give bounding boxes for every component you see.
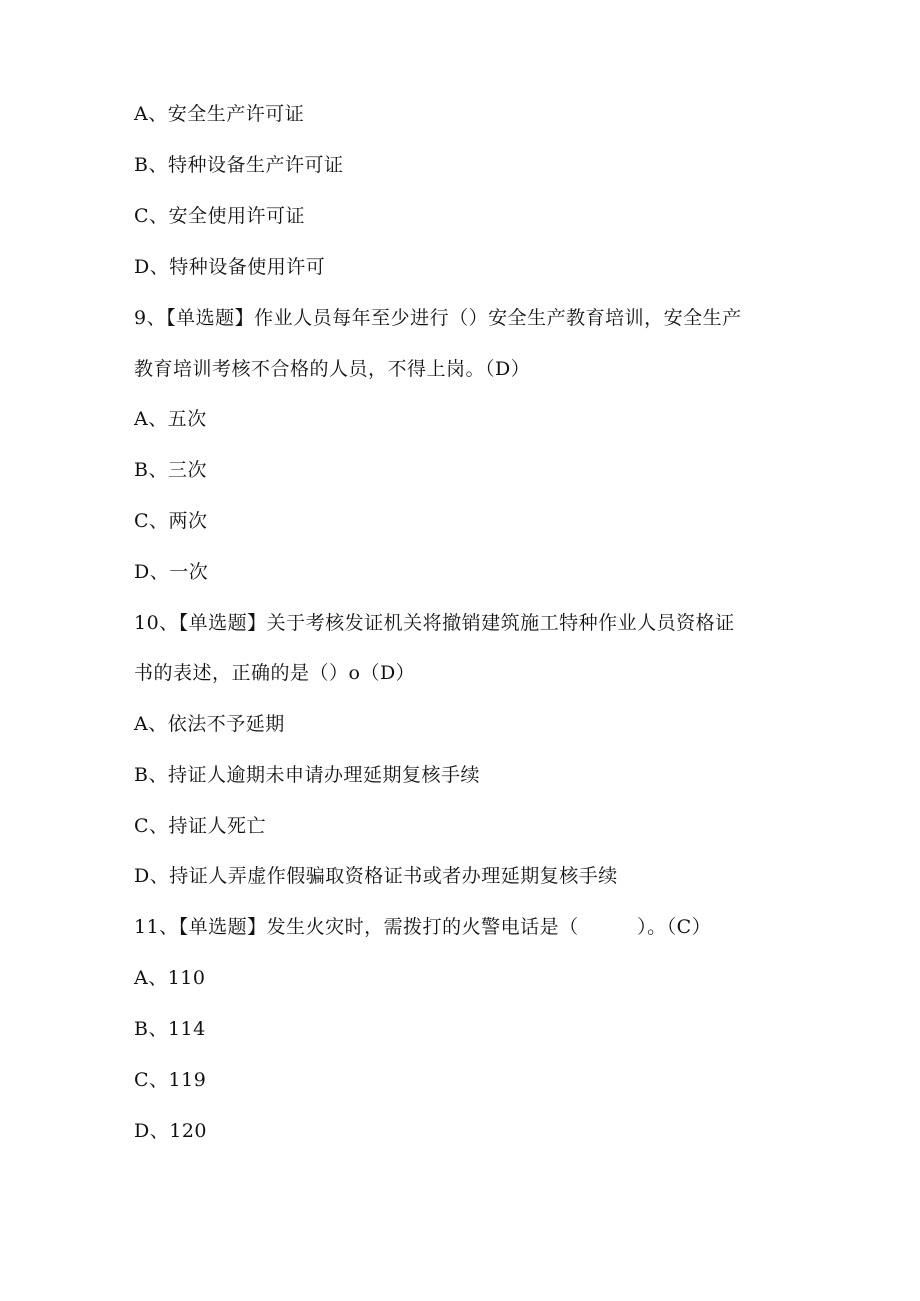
option-b: B、114 [134,1018,206,1040]
option-d: D、持证人弄虚作假骗取资格证书或者办理延期复核手续 [134,865,618,887]
option-a: A、110 [134,967,206,989]
option-c: C、119 [134,1069,207,1091]
question-11-text: 11、【单选题】发生火灾时，需拨打的火警电话是（ ）。（C） [134,916,712,938]
option-b: B、持证人逾期未申请办理延期复核手续 [134,764,480,786]
question-10-text-continued: 书的表述，正确的是（）o（D） [134,662,416,684]
option-a: A、五次 [134,408,207,430]
question-9-text-continued: 教育培训考核不合格的人员，不得上岗。（D） [134,358,531,380]
option-a: A、依法不予延期 [134,713,285,735]
question-10-text: 10、【单选题】关于考核发证机关将撤销建筑施工特种作业人员资格证 [134,612,735,634]
option-c: C、两次 [134,510,208,532]
option-a: A、安全生产许可证 [134,103,305,125]
option-d: D、一次 [134,561,209,583]
option-d: D、特种设备使用许可 [134,256,326,278]
option-b: B、特种设备生产许可证 [134,154,344,176]
option-b: B、三次 [134,459,207,481]
option-c: C、持证人死亡 [134,815,267,837]
option-c: C、安全使用许可证 [134,205,306,227]
option-d: D、120 [134,1120,207,1142]
question-9-text: 9、【单选题】作业人员每年至少进行（）安全生产教育培训，安全生产 [134,307,742,329]
